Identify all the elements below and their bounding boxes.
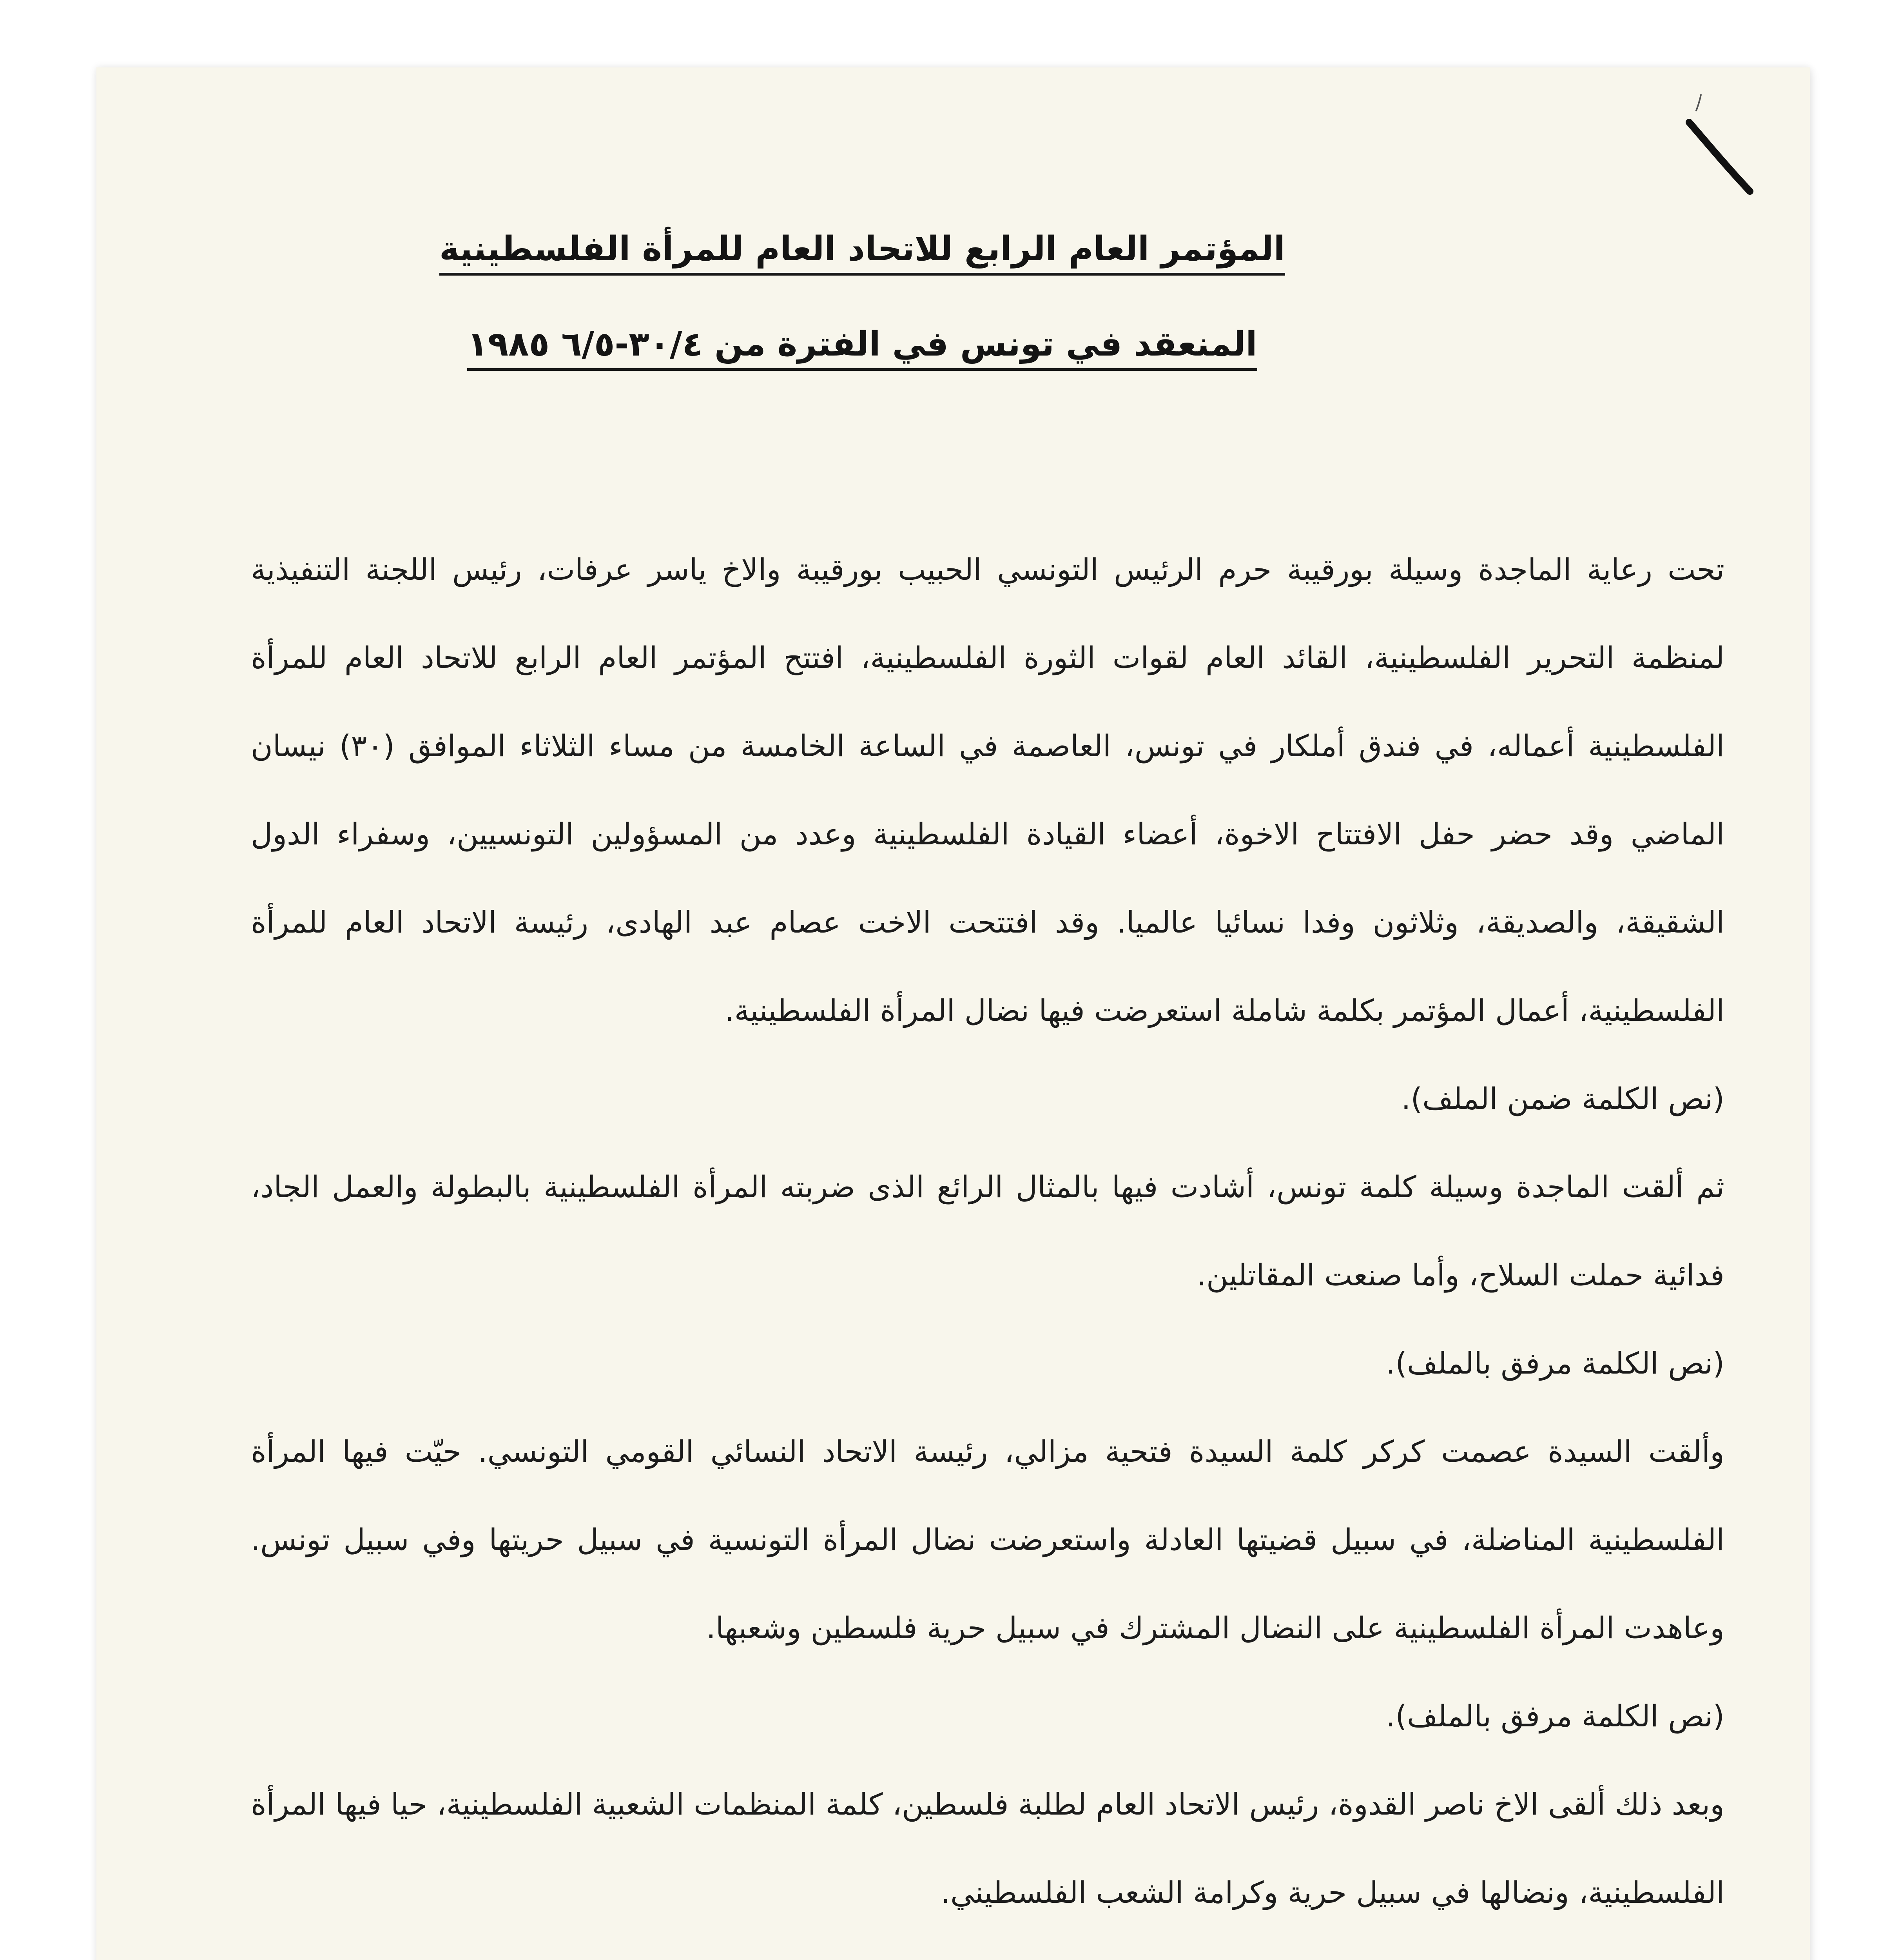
- paragraph-student-union-speech: وبعد ذلك ألقى الاخ ناصر القدوة، رئيس الاتحاد العام لطلبة فلسطين، كلمة المنظمات الشعبية الفلسطينية، حيا فيها المرأة الفلسطينية، ونضالها في سبيل حرية وكرامة الشعب الفلسطيني.: [251, 1787, 1724, 1910]
- document-subtitle: المنعقد في تونس في الفترة من ٣٠/٤-٦/٥ ١٩٨٥: [467, 323, 1257, 371]
- document-header: [392, 227, 1333, 371]
- paragraph-tunisian-union-speech: وألقت السيدة عصمت كركر كلمة السيدة فتحية مزالي، رئيسة الاتحاد النسائي القومي التونسي. حيّت فيها المرأة الفلسطينية المناضلة، في سبيل قضيتها العادلة واستعرضت نضال المرأة التونسية في سبيل حريتها وفي سبيل تونس. وعاهدت المرأة الفلسطينية على النضال المشترك في سبيل حرية فلسطين وشعبها.: [251, 1434, 1724, 1645]
- paragraph-opening: تحت رعاية الماجدة وسيلة بورقيبة حرم الرئيس التونسي الحبيب بورقيبة والاخ ياسر عرفات، رئيس اللجنة التنفيذية لمنظمة التحرير الفلسطينية، القائد العام لقوات الثورة الفلسطينية، افتتح المؤتمر العام الرابع للاتحاد العام للمرأة الفلسطينية أعماله، في فندق أملكار في تونس، العاصمة في الساعة الخامسة من مساء الثلاثاء الموافق (٣٠) نيسان الماضي وقد حضر حفل الافتتاح الاخوة، أعضاء القيادة الفلسطينية وعدد من المسؤولين التونسيين، وسفراء الدول الشقيقة، والصديقة، وثلاثون وفدا نسائيا عالميا. وقد افتتحت الاخت عصام عبد الهادى، رئيسة الاتحاد العام للمرأة الفلسطينية، أعمال المؤتمر بكلمة شاملة استعرضت فيها نضال المرأة الفلسطينية.: [251, 552, 1724, 1028]
- document-body: [251, 525, 1724, 1960]
- note-speech-text: (نص الكلمة مرفق بالملف).: [1386, 1699, 1724, 1733]
- handwritten-check-mark: [1591, 86, 1760, 204]
- note-speech-text: [251, 1936, 1724, 1960]
- document-title: المؤتمر العام الرابع للاتحاد العام للمرأة الفلسطينية: [439, 227, 1285, 276]
- note-speech-text: (نص الكلمة مرفق بالملف).: [1386, 1346, 1724, 1381]
- note-speech-text: (نص الكلمة ضمن الملف).: [1401, 1081, 1724, 1116]
- paragraph-wassila-speech: ثم ألقت الماجدة وسيلة كلمة تونس، أشادت فيها بالمثال الرائع الذى ضربته المرأة الفلسطينية بالبطولة والعمل الجاد، فدائية حملت السلاح، وأما صنعت المقاتلين.: [251, 1169, 1724, 1292]
